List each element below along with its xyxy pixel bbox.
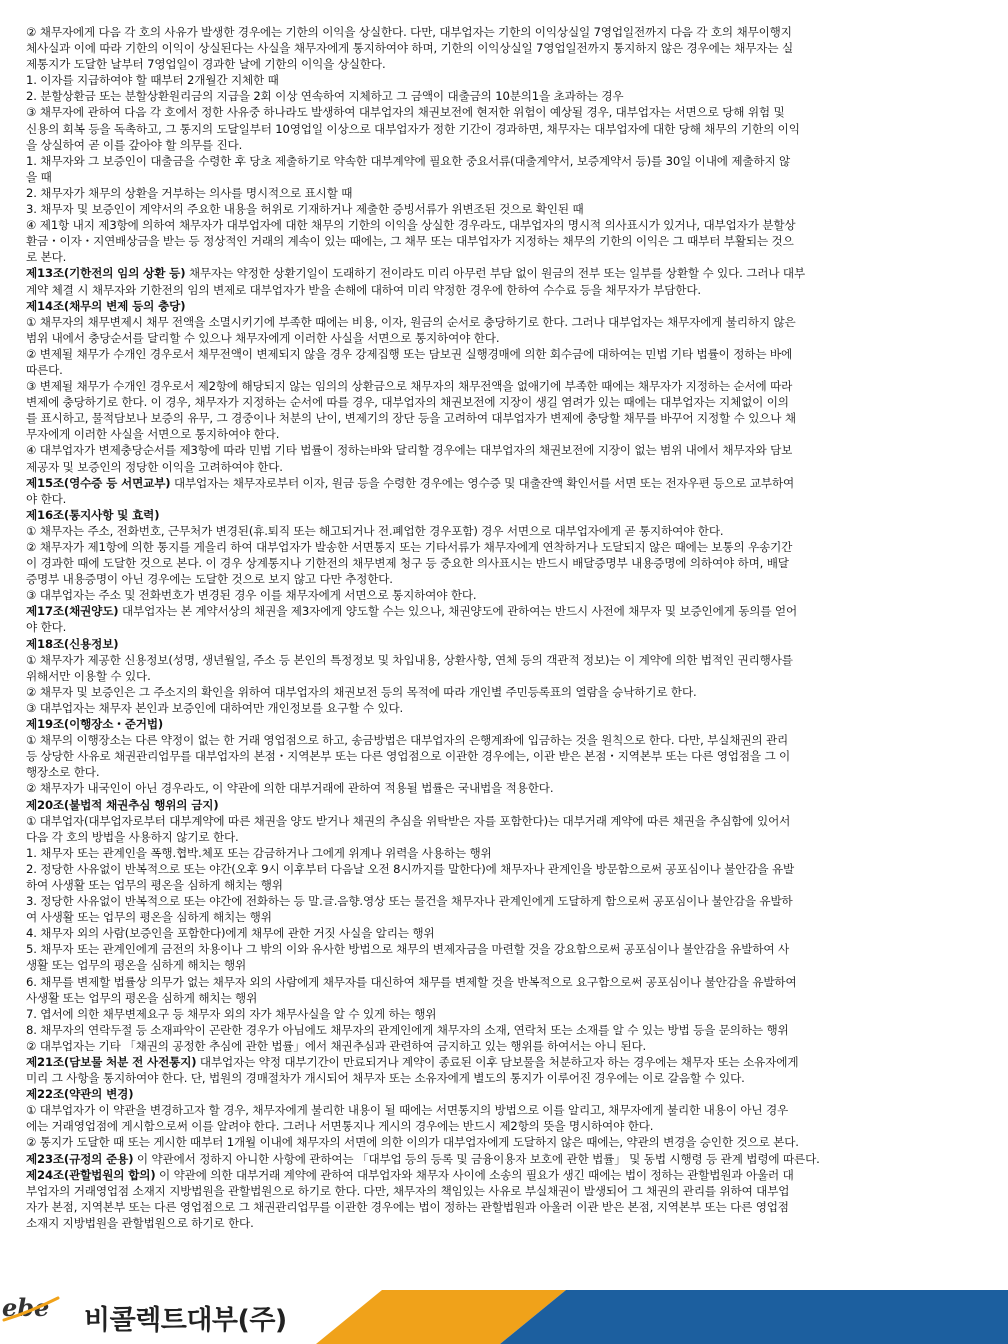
article-line [26, 716, 982, 732]
text-line: 변제에 충당하기로 한다. 이 경우, 채무자가 지정하는 순서에 따를 경우, 대부업자의 채권보전에 지장이 생길 염려가 있는 때에는 대부업자는 지체없이 이의 [26, 395, 789, 410]
article-line [26, 265, 982, 281]
text-line: ③ 변제될 채무가 수개인 경우로서 제2항에 해당되지 않는 임의의 상환금으로 채무자의 채무전액을 없애기에 부족한 때에는 채무자가 지정하는 순서에 따라 [26, 379, 793, 394]
text-line: 8. 채무자의 연락두절 등 소재파악이 곤란한 경우가 아님에도 채무자의 관계인에게 채무자의 소재, 연락처 또는 소재를 알 수 있는 방법 등을 문의하는 행위 [26, 1022, 789, 1037]
article-heading: 제19조(이행장소・준거법) [26, 717, 164, 732]
text-line: 야 한다. [26, 491, 67, 506]
text-line: ③ 채무자에 관하여 다음 각 호에서 정한 사유중 하나라도 발생하여 대부업자의 채권보전에 현저한 위험이 예상될 경우, 대부업자는 서면으로 당해 위험 및 [26, 105, 785, 120]
text-line: ④ 대부업자가 변제충당순서를 제3항에 따라 민법 기타 법률이 정하는바와 달리할 경우에는 대부업자의 채권보전에 지장이 없는 범위 내에서 채무자와 담보 [26, 443, 793, 458]
text-line: 5. 채무자 또는 관계인에게 금전의 차용이나 그 밖의 이와 유사한 방법으로 채무의 변제자금을 마련할 것을 강요함으로써 공포심이나 불안감을 유발하여 사 [26, 942, 790, 957]
article-line [26, 298, 982, 314]
text-line: 자가 본점, 지역본부 또는 다른 영업점으로 그 채권관리업무를 이관한 경우에는 법이 정하는 관할법원과 아울러 이관 받은 본점, 지역본부 또는 다른 영업점 [26, 1199, 789, 1214]
text-line: 2. 정당한 사유없이 반복적으로 또는 야간(오후 9시 이후부터 다음날 오전 8시까지를 말한다)에 채무자나 관계인을 방문함으로써 공포심이나 불안감을 유발 [26, 861, 795, 876]
text-line: ② 대부업자는 기타 「채권의 공정한 추심에 관한 법률」에서 채권추심과 관련하여 금지하고 있는 행위를 하여서는 아니 된다. [26, 1038, 647, 1053]
text-line: 소재지 지방법원을 관할법원으로 하기로 한다. [26, 1215, 254, 1230]
text-line: 4. 채무자 외의 사람(보증인을 포함한다)에게 채무에 관한 거짓 사실을 알리는 행위 [26, 926, 435, 941]
text-line: ① 채무자의 채무변제시 채무 전액을 소멸시키기에 부족한 때에는 비용, 이자, 원금의 순서로 충당하기로 한다. 그러나 대부업자는 채무자에게 불리하지 않은 [26, 314, 796, 329]
article-heading: 제23조(규정의 준용) [26, 1151, 134, 1166]
article-text: 채무자는 약정한 상환기일이 도래하기 전이라도 미리 아무런 부담 없이 원금의 전부 또는 일부를 상환할 수 있다. 그러나 대부 [185, 266, 805, 281]
text-line: 하여 사생활 또는 업무의 평온을 심하게 해치는 행위 [26, 877, 283, 892]
text-line: ① 채무자가 제공한 신용정보(성명, 생년월일, 주소 등 본인의 특정정보 및 차입내용, 상환사항, 연체 등의 객관적 정보)는 이 계약에 의한 법적인 권리행사를 [26, 652, 793, 667]
article-line [26, 1167, 982, 1183]
text-line: 야 한다. [26, 620, 67, 635]
text-line: 1. 채무자 또는 관계인을 폭행.협박.체포 또는 감금하거나 그에게 위계나 위력을 사용하는 행위 [26, 845, 492, 860]
logo-text: ebe [2, 1293, 50, 1322]
text-line: 에는 거래영업점에 게시함으로써 이를 알려야 한다. 그러나 서면통지나 게시의 경우에는 반드시 제2항의 뜻을 명시하여야 한다. [26, 1119, 654, 1134]
article-line [26, 1151, 982, 1167]
article-text: 이 약관에 의한 대부거래 계약에 관하여 대부업자와 채무자 사이에 소송의 필요가 생긴 때에는 법이 정하는 관할법원과 아울러 대 [155, 1167, 794, 1182]
text-line: 를 표시하고, 물적담보나 보증의 유무, 그 경중이나 처분의 난이, 변제기의 장단 등을 고려하여 대부업자가 변제에 충당할 채무를 바꾸어 지정할 수 있으나 채 [26, 411, 796, 426]
article-line [26, 507, 982, 523]
text-line: 2. 채무자가 채무의 상환을 거부하는 의사를 명시적으로 표시할 때 [26, 185, 353, 200]
article-heading: 제24조(관할법원의 합의) [26, 1167, 156, 1182]
text-line: 등 상당한 사유로 채권관리업무를 대부업자의 본점・지역본부 또는 다른 영업점으로 이관한 경우에는, 이관 받은 본점・지역본부 또는 다른 영업점을 그 이 [26, 749, 791, 764]
text-line: 3. 정당한 사유없이 반복적으로 또는 야간에 전화하는 등 말.글.음향.영상 또는 물건을 채무자나 관계인에게 도달하게 함으로써 공포심이나 불안감을 유발하 [26, 894, 793, 909]
text-line: 7. 엽서에 의한 채무변제요구 등 채무자 외의 자가 채무사실을 알 수 있게 하는 행위 [26, 1006, 437, 1021]
text-line: ② 통지가 도달한 때 또는 게시한 때부터 1개월 이내에 채무자의 서면에 의한 이의가 대부업자에게 도달하지 않은 때에는, 약관의 변경을 승인한 것으로 본다. [26, 1135, 799, 1150]
text-line: ② 채무자 및 보증인은 그 주소지의 확인을 위하여 대부업자의 채권보전 등의 목적에 따라 개인별 주민등록표의 열람을 승낙하기로 한다. [26, 684, 697, 699]
text-line: 1. 이자를 지급하여야 할 때부터 2개월간 지체한 때 [26, 73, 279, 88]
article-heading: 제16조(통지사항 및 효력) [26, 507, 160, 522]
company-name: 비콜렉트대부(주) [84, 1305, 287, 1336]
text-line: 증명부 내용증명이 아닌 경우에는 도달한 것으로 보지 않고 다만 추정한다. [26, 572, 393, 587]
text-line: 사생활 또는 업무의 평온을 심하게 해치는 행위 [26, 990, 258, 1005]
article-text: 대부업자는 채무자로부터 이자, 원금 등을 수령한 경우에는 영수증 및 대출잔액 확인서를 서면 또는 전자우편 등으로 교부하여 [170, 475, 795, 490]
text-line: 환금・이자・지연배상금을 받는 등 정상적인 거래의 계속이 있는 때에는, 그 채무 또는 대부업자가 지정하는 채무의 기한의 이익은 그 때부터 부활되는 것으 [26, 234, 794, 249]
article-line [26, 1086, 982, 1102]
text-line: 3. 채무자 및 보증인이 계약서의 주요한 내용을 허위로 기재하거나 제출한 증빙서류가 위변조된 것으로 확인된 때 [26, 202, 584, 217]
text-line: ② 채무자가 제1항에 의한 통지를 게을리 하여 대부업자가 발송한 서면통지 또는 기타서류가 채무자에게 연착하거나 도달되지 않은 때에는 보통의 우송기간 [26, 540, 793, 554]
article-heading: 제21조(담보물 처분 전 사전통지) [26, 1055, 197, 1069]
text-line: 따른다. [26, 362, 63, 377]
text-line: 6. 채무를 변제할 법률상 의무가 없는 채무자 외의 사람에게 채무자를 대신하여 채무를 변제할 것을 반복적으로 요구함으로써 공포심이나 불안감을 유발하여 [26, 974, 797, 989]
text-line: 2. 분할상환금 또는 분할상환원리금의 지급을 2회 이상 연속하여 지체하고 그 금액이 대출금의 10분의1을 초과하는 경우 [26, 89, 624, 104]
article-heading: 제20조(불법적 채권추심 행위의 금지) [26, 797, 219, 812]
text-line: 로 본다. [26, 250, 67, 265]
article-line [26, 475, 982, 491]
text-line: 무자에게 이러한 사실을 서면으로 통지하여야 한다. [26, 427, 280, 442]
article-heading: 제13조(기한전의 임의 상환 등) [26, 266, 186, 281]
text-line: ① 대부업자(대부업자로부터 대부계약에 따른 채권을 양도 받거나 채권의 추심을 위탁받은 자를 포함한다)는 대부거래 계약에 따른 채권을 추심함에 있어서 [26, 813, 791, 828]
text-line: 행장소로 한다. [26, 765, 100, 780]
text-line: 다음 각 호의 방법을 사용하지 않기로 한다. [26, 829, 239, 844]
text-line: 제공자 및 보증인의 정당한 이익을 고려하여야 한다. [26, 459, 283, 474]
text-line: 을 상실하여 곧 이를 갚아야 할 의무를 진다. [26, 137, 243, 152]
text-line: 계약 체결 시 채무자와 기한전의 임의 변제로 대부업자가 받을 손해에 대하여 미리 약정한 경우에 한하여 수수료 등을 채무자가 부담한다. [26, 282, 701, 297]
article-text: 이 약관에서 정하지 아니한 사항에 관하여는 「대부업 등의 등록 및 금융이용자 보호에 관한 법률」 및 동법 시행령 등 관계 법령에 따른다. [133, 1151, 820, 1166]
text-line: ③ 대부업자는 주소 및 전화번호가 변경된 경우 이를 채무자에게 서면으로 통지하여야 한다. [26, 588, 477, 603]
text-line: 체사실과 이에 따라 기한의 이익이 상실된다는 사실을 채무자에게 통지하여야 하며, 기한의 이익상실일 7영업일전까지 통지하지 않은 경우에는 채무자는 실 [26, 41, 793, 56]
document-body [26, 24, 982, 1292]
article-heading: 제14조(채무의 변제 등의 충당) [26, 298, 186, 313]
text-line: 여 사생활 또는 업무의 평온을 심하게 해치는 행위 [26, 910, 272, 925]
text-line: 미리 그 사항을 통지하여야 한다. 단, 법원의 경매절차가 개시되어 채무자 또는 소유자에게 별도의 통지가 이루어진 경우에는 이로 갈음할 수 있다. [26, 1071, 745, 1086]
article-line [26, 636, 982, 652]
footer [0, 1290, 1008, 1344]
article-line [26, 1054, 982, 1070]
text-line: ④ 제1항 내지 제3항에 의하여 채무자가 대부업자에 대한 채무의 기한의 이익을 상실한 경우라도, 대부업자의 명시적 의사표시가 있거나, 대부업자가 분할상 [26, 218, 796, 233]
article-heading: 제17조(채권양도) [26, 604, 119, 619]
article-heading: 제22조(약관의 변경) [26, 1087, 134, 1102]
text-line: 1. 채무자와 그 보증인이 대출금을 수령한 후 당초 제출하기로 약속한 대부계약에 필요한 중요서류(대출계약서, 보증계약서 등)를 30일 이내에 제출하지 않 [26, 153, 791, 168]
article-text: 대부업자는 본 계약서상의 채권을 제3자에게 양도할 수는 있으나, 채권양도에 관하여는 반드시 사전에 채무자 및 보증인에게 동의를 얻어 [118, 604, 798, 619]
text-line: 신용의 회복 등을 독촉하고, 그 통지의 도달일부터 10영업일 이상으로 대부업자가 정한 기간이 경과하면, 채무자는 대부업자에 대한 당해 채무의 기한의 이익 [26, 121, 800, 136]
article-text: 대부업자는 약정 대부기간이 만료되거나 계약이 종료된 이후 담보물을 처분하고자 하는 경우에는 채무자 또는 소유자에게 [196, 1055, 799, 1069]
text-line: ③ 대부업자는 채무자 본인과 보증인에 대하여만 개인정보를 요구할 수 있다. [26, 700, 404, 715]
text-line: ② 채무자에게 다음 각 호의 사유가 발생한 경우에는 기한의 이익을 상실한다. 다만, 대부업자는 기한의 이익상실일 7영업일전까지 다음 각 호의 채무이행지 [26, 25, 792, 39]
article-line [26, 797, 982, 813]
text-line: 위해서만 이용할 수 있다. [26, 668, 151, 683]
article-line [26, 603, 982, 619]
text-line: 을 때 [26, 169, 52, 184]
text-line: ① 채무자는 주소, 전화번호, 근무처가 변경된(휴.퇴직 또는 해고되거나 전.폐업한 경우포함) 경우 서면으로 대부업자에게 곧 통지하여야 한다. [26, 523, 724, 538]
text-line: 범위 내에서 충당순서를 달리할 수 있으나 채무자에게 이러한 사실을 서면으로 통지하여야 한다. [26, 330, 500, 345]
company-logo [0, 1290, 66, 1324]
text-line: 제통지가 도달한 날부터 7영업일이 경과한 날에 기한의 이익을 상실한다. [26, 57, 386, 72]
text-line: ① 채무의 이행장소는 다른 약정이 없는 한 거래 영업점으로 하고, 송금방법은 대부업자의 은행계좌에 입금하는 것을 원칙으로 한다. 다만, 부실채권의 관리 [26, 733, 789, 748]
article-heading: 제15조(영수증 등 서면교부) [26, 475, 171, 490]
blue-band [500, 1290, 1008, 1344]
text-line: ② 채무자가 내국인이 아닌 경우라도, 이 약관에 의한 대부거래에 관하여 적용될 법률은 국내법을 적용한다. [26, 781, 554, 796]
text-line: 생활 또는 업무의 평온을 심하게 해치는 행위 [26, 958, 247, 973]
text-line: 이 경과한 때에 도달한 것으로 본다. 이 경우 상계통지나 기한전의 채무변제 청구 등 중요한 의사표시는 반드시 배달증명부 내용증명에 의하여야 하며, 배달 [26, 556, 789, 571]
text-line: ① 대부업자가 이 약관을 변경하고자 할 경우, 채무자에게 불리한 내용이 될 때에는 서면통지의 방법으로 이를 알리고, 채무자에게 불리한 내용이 아닌 경우 [26, 1103, 789, 1118]
text-line: ② 변제될 채무가 수개인 경우로서 채무전액이 변제되지 않을 경우 강제집행 또는 담보권 실행경매에 의한 회수금에 대하여는 민법 기타 법률이 정하는 바에 [26, 346, 793, 361]
text-line: 부업자의 거래영업점 소재지 지방법원을 관할법원으로 하기로 한다. 다만, 채무자의 책임있는 사유로 부실채권이 발생되어 그 채권의 관리를 위하여 대부업 [26, 1183, 790, 1198]
article-heading: 제18조(신용정보) [26, 636, 119, 651]
